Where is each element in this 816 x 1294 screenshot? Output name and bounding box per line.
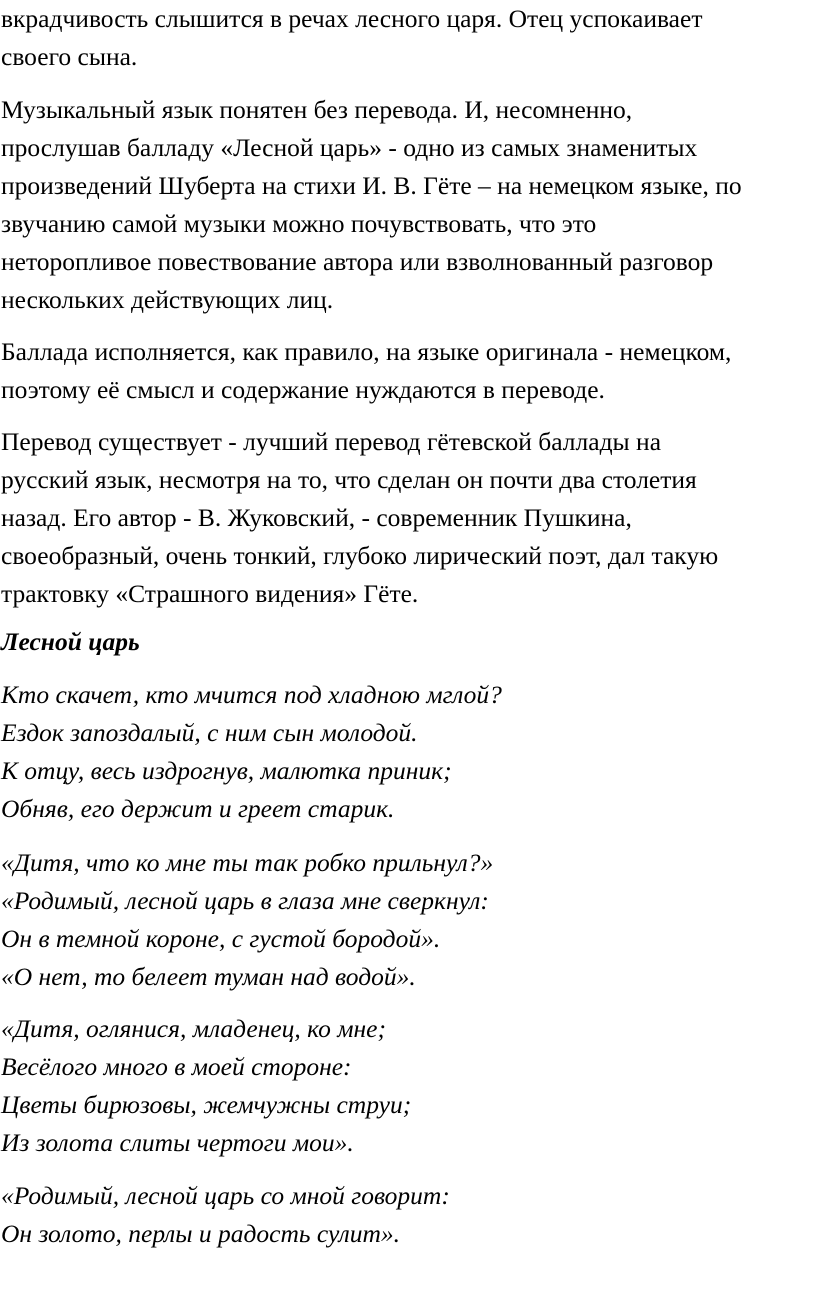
poem-stanza <box>1 1010 411 1162</box>
paragraph-translation <box>1 423 718 613</box>
text-line: русский язык, несмотря на то, что сделан он почти два столетия <box>1 465 697 494</box>
text-line: нескольких действующих лиц. <box>1 285 334 314</box>
text-line: своеобразный, очень тонкий, глубоко лирический поэт, дал такую <box>1 541 719 570</box>
text-line: Перевод существует - лучший перевод гётевской баллады на <box>1 427 662 456</box>
poem-stanza <box>1 676 502 828</box>
poem-line: Он в темной короне, с густой бородой». <box>1 924 441 953</box>
text-line: Баллада исполняется, как правило, на языке оригинала - немецком, <box>1 337 732 366</box>
text-line: поэтому её смысл и содержание нуждаются в переводе. <box>1 375 605 404</box>
poem-line: «Дитя, что ко мне ты так робко прильнул?» <box>1 848 494 877</box>
paragraph-ballad-performance <box>1 333 731 409</box>
text-line: звучанию самой музыки можно почувствовать, что это <box>1 209 597 238</box>
text-line: своего сына. <box>1 42 138 71</box>
poem-stanza <box>1 844 493 996</box>
poem-line: Обняв, его держит и греет старик. <box>1 794 395 823</box>
poem-line: Из золота слиты чертоги мои». <box>1 1128 354 1157</box>
text-line: трактовку «Страшного видения» Гёте. <box>1 579 419 608</box>
text-line: произведений Шуберта на стихи И. В. Гёте – на немецком языке, по <box>1 171 742 200</box>
text-line: неторопливое повествование автора или взволнованный разговор <box>1 247 714 276</box>
poem-line: Ездок запоздалый, с ним сын молодой. <box>1 718 418 747</box>
text-line: прослушав балладу «Лесной царь» - одно из самых знаменитых <box>1 133 698 162</box>
paragraph-musical-language <box>1 91 742 319</box>
poem-stanza <box>1 1177 450 1253</box>
poem-line: «О нет, то белеет туман над водой». <box>1 962 416 991</box>
poem-line: Он золото, перлы и радость сулит». <box>1 1219 401 1248</box>
paragraph-continuation <box>1 0 702 76</box>
poem-line: К отцу, весь издрогнув, малютка приник; <box>1 756 452 785</box>
poem-line: «Родимый, лесной царь со мной говорит: <box>1 1181 450 1210</box>
poem-title: Лесной царь <box>1 627 140 656</box>
text-line: Музыкальный язык понятен без перевода. И, несомненно, <box>1 95 633 124</box>
poem-line: «Дитя, оглянися, младенец, ко мне; <box>1 1014 386 1043</box>
text-line: назад. Его автор - В. Жуковский, - современник Пушкина, <box>1 503 632 532</box>
poem-line: Весёлого много в моей стороне: <box>1 1052 352 1081</box>
poem-line: «Родимый, лесной царь в глаза мне сверкнул: <box>1 886 489 915</box>
text-line: вкрадчивость слышится в речах лесного царя. Отец успокаивает <box>1 4 703 33</box>
poem-line: Кто скачет, кто мчится под хладною мглой? <box>1 680 502 709</box>
poem-line: Цветы бирюзовы, жемчужны струи; <box>1 1090 412 1119</box>
